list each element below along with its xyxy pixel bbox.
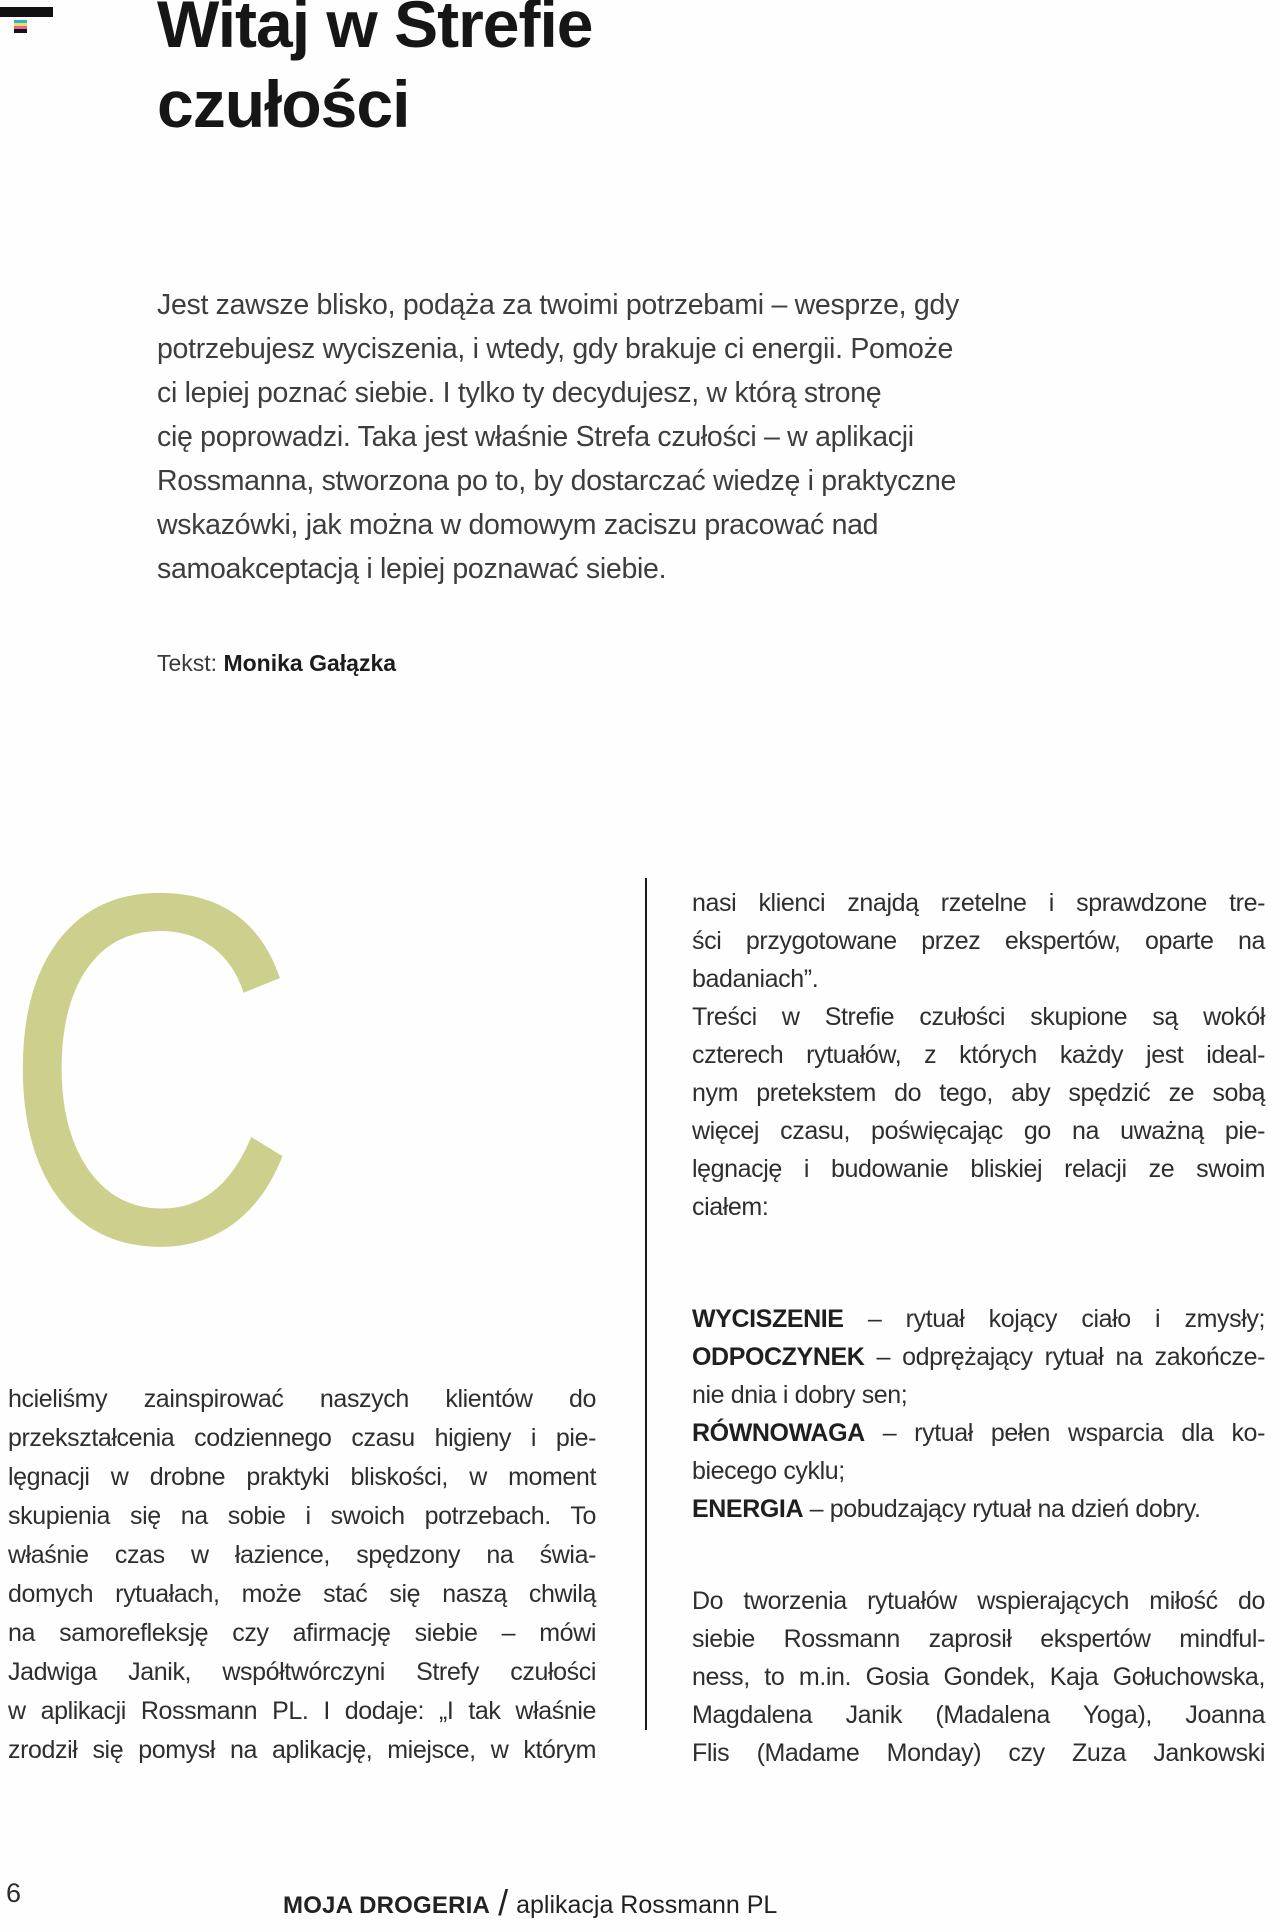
text-line: Jadwiga Janik, współtwórczyni Strefy czułości xyxy=(8,1658,596,1686)
text-line: Rossmanna, stworzona po to, by dostarczać wiedzę i praktyczne xyxy=(157,465,957,497)
footer-subtitle: aplikacja Rossmann PL xyxy=(516,1891,778,1919)
text-line: Flis (Madame Monday) czy Zuza Jankowski xyxy=(692,1739,1265,1767)
text-line: na samorefleksję czy afirmację siebie – mówi xyxy=(8,1619,596,1647)
text-line: skupienia się na sobie i swoich potrzebach. To xyxy=(8,1502,596,1530)
text-line: właśnie czas w łazience, spędzony na świa- xyxy=(8,1541,596,1569)
text-line: więcej czasu, poświęcając go na uważną pie- xyxy=(692,1117,1265,1145)
text-line: cię poprowadzi. Taka jest właśnie Strefa czułości – w aplikacji xyxy=(157,421,914,453)
text-line: ci lepiej poznać siebie. I tylko ty decydujesz, w którą stronę xyxy=(157,377,882,409)
text-line: Magdalena Janik (Madalena Yoga), Joanna xyxy=(692,1701,1265,1729)
page-title-line-1: Witaj w Strefie xyxy=(157,0,593,61)
text-line: lęgnację i budowanie bliskiej relacji ze swoim xyxy=(692,1155,1265,1183)
registration-stripe-black xyxy=(14,29,27,33)
footer-credit xyxy=(283,1880,777,1922)
text-line: ści przygotowane przez ekspertów, oparte na xyxy=(692,927,1265,955)
quote-paragraph xyxy=(692,884,1265,1226)
text-line: Treści w Strefie czułości skupione są wokół xyxy=(692,1003,1265,1031)
text-line: Do tworzenia rytuałów wspierających miłość do xyxy=(692,1587,1265,1615)
text-line: wskazówki, jak można w domowym zaciszu pracować nad xyxy=(157,509,879,541)
text-line: ciałem: xyxy=(692,1193,769,1221)
footer-slash-separator: / xyxy=(498,1882,509,1923)
text-line: ness, to m.in. Gosia Gondek, Kaja Gołuchowska, xyxy=(692,1663,1265,1691)
text-line: nym pretekstem do tego, aby spędzić ze sobą xyxy=(692,1079,1265,1107)
text-line: samoakceptacją i lepiej poznawać siebie. xyxy=(157,553,667,585)
crop-mark-bar xyxy=(0,7,53,17)
text-line: lęgnacji w drobne praktyki bliskości, w moment xyxy=(8,1463,596,1491)
text-line: RÓWNOWAGA – rytuał pełen wsparcia dla ko- xyxy=(692,1419,1265,1447)
text-line: hcieliśmy zainspirować naszych klientów do xyxy=(8,1385,596,1413)
column-divider-rule xyxy=(645,878,647,1730)
text-line: nie dnia i dobry sen; xyxy=(692,1381,908,1409)
text-line: WYCISZENIE – rytuał kojący ciało i zmysły; xyxy=(692,1305,1265,1333)
lead-paragraph xyxy=(157,283,1027,591)
text-line: siebie Rossmann zaprosił ekspertów mindful- xyxy=(692,1625,1265,1653)
text-line: czterech rytuałów, z których każdy jest ideal- xyxy=(692,1041,1265,1069)
dropcap-letter-c: C xyxy=(2,789,299,1348)
text-line: w aplikacji Rossmann PL. I dodaje: „I tak właśnie xyxy=(8,1697,596,1725)
byline xyxy=(157,650,396,677)
footer-magazine-title: MOJA DROGERIA xyxy=(283,1892,491,1919)
byline-label: Tekst: xyxy=(157,650,224,676)
text-line: ODPOCZYNEK – odprężający rytuał na zakończe- xyxy=(692,1343,1265,1371)
text-line: Jest zawsze blisko, podąża za twoimi potrzebami – wesprze, gdy xyxy=(157,289,959,321)
text-line: badaniach”. xyxy=(692,965,819,993)
left-column-paragraph xyxy=(8,1380,596,1770)
text-line: domych rytuałach, może stać się naszą chwilą xyxy=(8,1580,596,1608)
registration-mark xyxy=(14,20,27,33)
text-line: przekształcenia codziennego czasu higieny i pie- xyxy=(8,1424,596,1452)
text-line: ENERGIA – pobudzający rytuał na dzień dobry. xyxy=(692,1495,1201,1523)
right-column xyxy=(692,884,1265,1772)
page-title-line-2: czułości xyxy=(157,67,410,141)
text-line: zrodził się pomysł na aplikację, miejsce, w którym xyxy=(8,1736,596,1764)
rituals-list xyxy=(692,1300,1265,1528)
text-line: potrzebujesz wyciszenia, i wtedy, gdy brakuje ci energii. Pomoże xyxy=(157,333,954,365)
text-line: biecego cyklu; xyxy=(692,1457,845,1485)
page-title xyxy=(157,0,917,144)
text-line: nasi klienci znajdą rzetelne i sprawdzone tre- xyxy=(692,889,1265,917)
page-number: 6 xyxy=(6,1878,22,1908)
byline-author: Monika Gałązka xyxy=(223,650,397,676)
experts-paragraph xyxy=(692,1582,1265,1772)
